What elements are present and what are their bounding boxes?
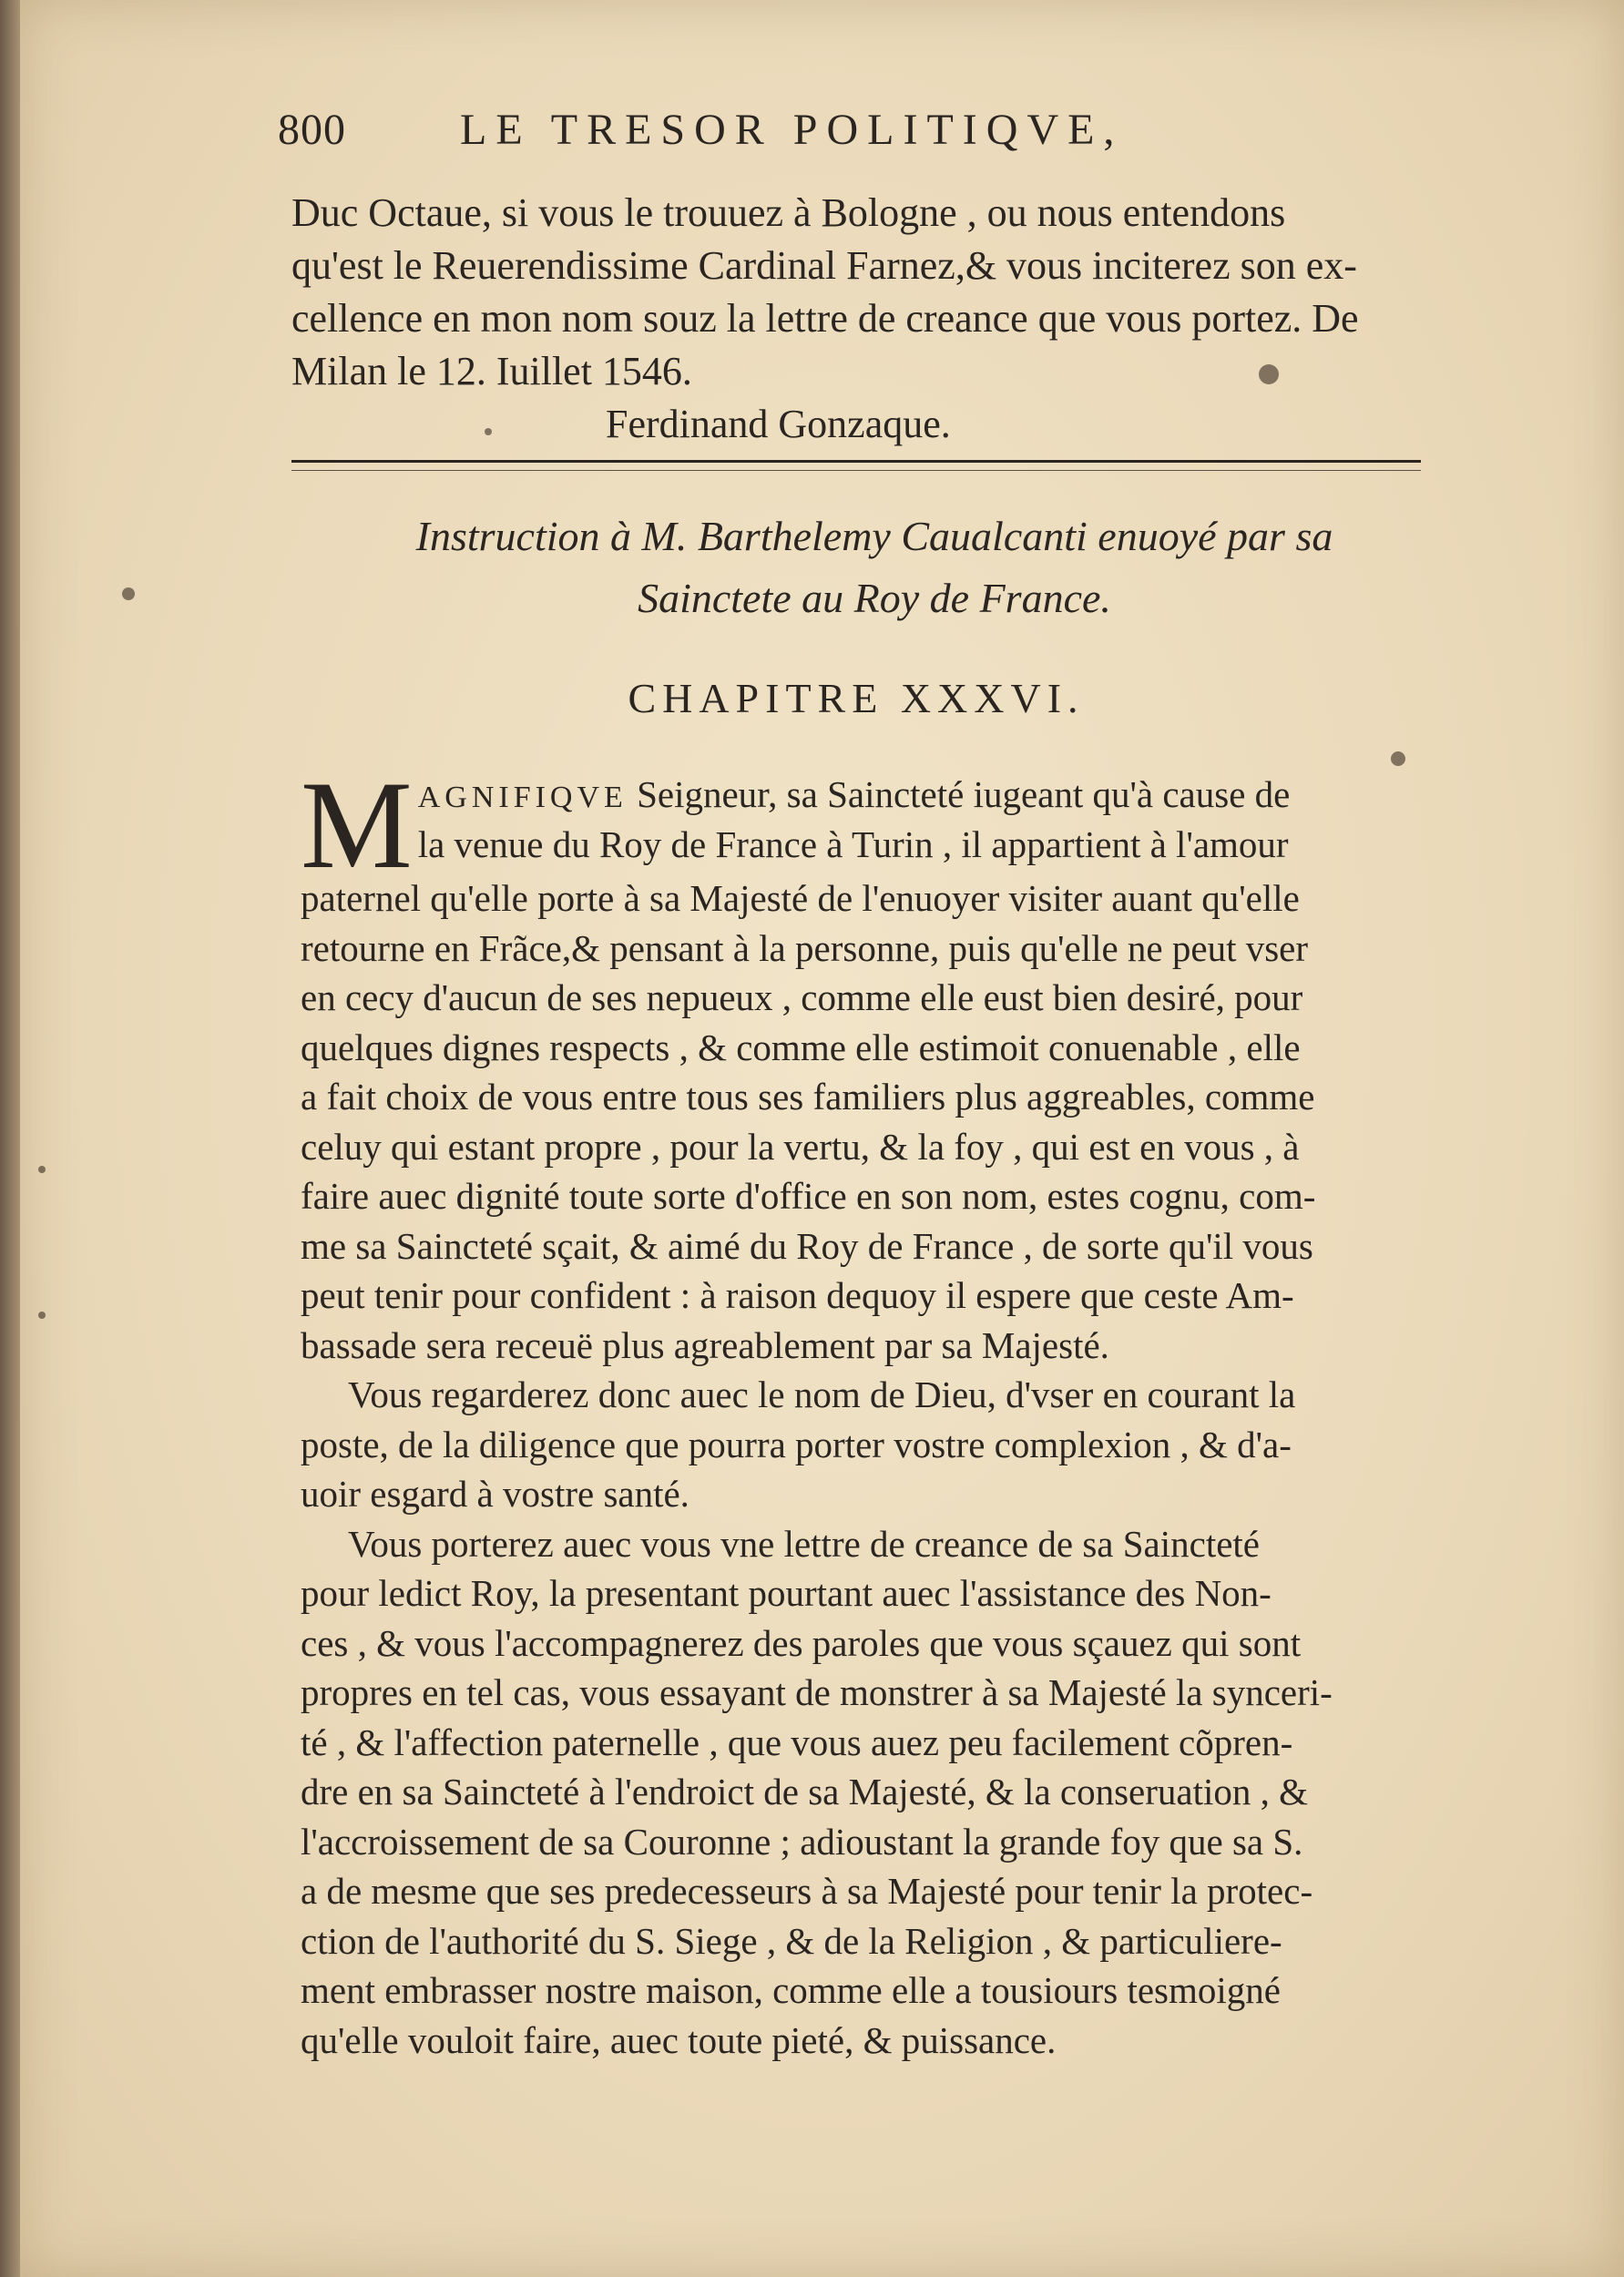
text-line: Vous porterez auec vous vne lettre de creance de sa Saincteté	[348, 1522, 1260, 1565]
text-line: faire auec dignité toute sorte d'office en son nom, estes cognu, com-	[301, 1175, 1316, 1217]
previous-letter-ending	[291, 187, 1457, 451]
text-line: peut tenir pour confident : à raison dequoy il espere que ceste Am-	[301, 1274, 1294, 1316]
text-line: a de mesme que ses predecesseurs à sa Majesté pour tenir la protec-	[301, 1870, 1313, 1912]
text-line: l'accroissement de sa Couronne ; adioustant la grande foy que sa S.	[301, 1820, 1303, 1863]
text-line: en cecy d'aucun de ses nepueux , comme elle eust bien desiré, pour	[301, 976, 1303, 1018]
text-line: dre en sa Saincteté à l'endroict de sa Majesté, & la conseruation , &	[301, 1771, 1309, 1812]
running-title: LE TRESOR POLITIQVE,	[460, 106, 1124, 154]
ink-spot	[122, 587, 135, 600]
section-rule-thin	[291, 470, 1421, 471]
text-line: poste, de la diligence que pourra porter vostre complexion , & d'a-	[301, 1423, 1292, 1465]
text-line: quelques dignes respects , & comme elle estimoit conuenable , elle	[301, 1026, 1301, 1068]
signature: Ferdinand Gonzaque.	[606, 402, 951, 446]
book-gutter-edge	[0, 0, 20, 2277]
section-rule	[291, 460, 1421, 463]
text-line: uoir esgard à vostre santé.	[301, 1473, 689, 1515]
text-line: bassade sera receuë plus agreablement par sa Majesté.	[301, 1323, 1109, 1366]
drop-cap: M	[301, 755, 413, 894]
text-line: la venue du Roy de France à Turin , il appartient à l'amour	[417, 822, 1289, 865]
text-line: propres en tel cas, vous essayant de monstrer à sa Majesté la synceri-	[301, 1671, 1333, 1713]
text-line: cellence en mon nom souz la lettre de creance que vous portez. De	[291, 296, 1359, 341]
text-line: paternel qu'elle porte à sa Majesté de l'enuoyer visiter auant qu'elle	[301, 877, 1300, 919]
text-line: qu'elle vouloit faire, auec toute pieté, & puissance.	[301, 2018, 1057, 2061]
text-line: pour ledict Roy, la presentant pourtant auec l'assistance des Non-	[301, 1572, 1272, 1614]
first-word: AGNIFIQVE	[417, 781, 628, 814]
text-line: Vous regarderez donc auec le nom de Dieu, d'vser en courant la	[348, 1373, 1296, 1415]
text-line: a fait choix de vous entre tous ses familiers plus aggreables, comme	[301, 1076, 1315, 1118]
text-line: té , & l'affection paternelle , que vous auez peu facilement cõpren-	[301, 1721, 1293, 1763]
chapter-heading: CHAPITRE XXXVI.	[628, 675, 1085, 721]
text-line: ment embrasser nostre maison, comme elle a tousiours tesmoigné	[301, 1969, 1281, 2011]
text-line: ction de l'authorité du S. Siege , & de la Religion , & particuliere-	[301, 1919, 1282, 1962]
instruction-title-line-2: Sainctete au Roy de France.	[638, 575, 1111, 621]
text-line: ces , & vous l'accompagnerez des paroles que vous sçauez qui sont	[301, 1621, 1302, 1664]
page-header	[278, 105, 1462, 168]
text-line: retourne en Frãce,& pensant à la personne, puis qu'elle ne peut vser	[301, 926, 1309, 969]
text-line: Milan le 12. Iuillet 1546.	[291, 349, 692, 393]
instruction-title-line-1: Instruction à M. Barthelemy Caualcanti enuoyé par sa	[415, 513, 1333, 559]
ink-spot	[38, 1312, 46, 1319]
first-line	[301, 770, 1457, 820]
text-line: qu'est le Reuerendissime Cardinal Farnez,& vous inciterez son ex-	[291, 243, 1357, 288]
text-line: celuy qui estant propre , pour la vertu, & la foy , qui est en vous , à	[301, 1125, 1300, 1168]
ink-spot	[38, 1166, 46, 1173]
text-line: me sa Saincteté sçait, & aimé du Roy de France , de sorte qu'il vous	[301, 1224, 1313, 1267]
ink-spot	[1391, 751, 1405, 766]
text-line: Duc Octaue, si vous le trouuez à Bologne , ou nous entendons	[291, 190, 1286, 235]
first-line-rest: Seigneur, sa Saincteté iugeant qu'à cause de	[627, 773, 1291, 815]
instruction-title	[310, 505, 1439, 629]
body-text	[301, 755, 1457, 2065]
page-number: 800	[278, 106, 346, 154]
